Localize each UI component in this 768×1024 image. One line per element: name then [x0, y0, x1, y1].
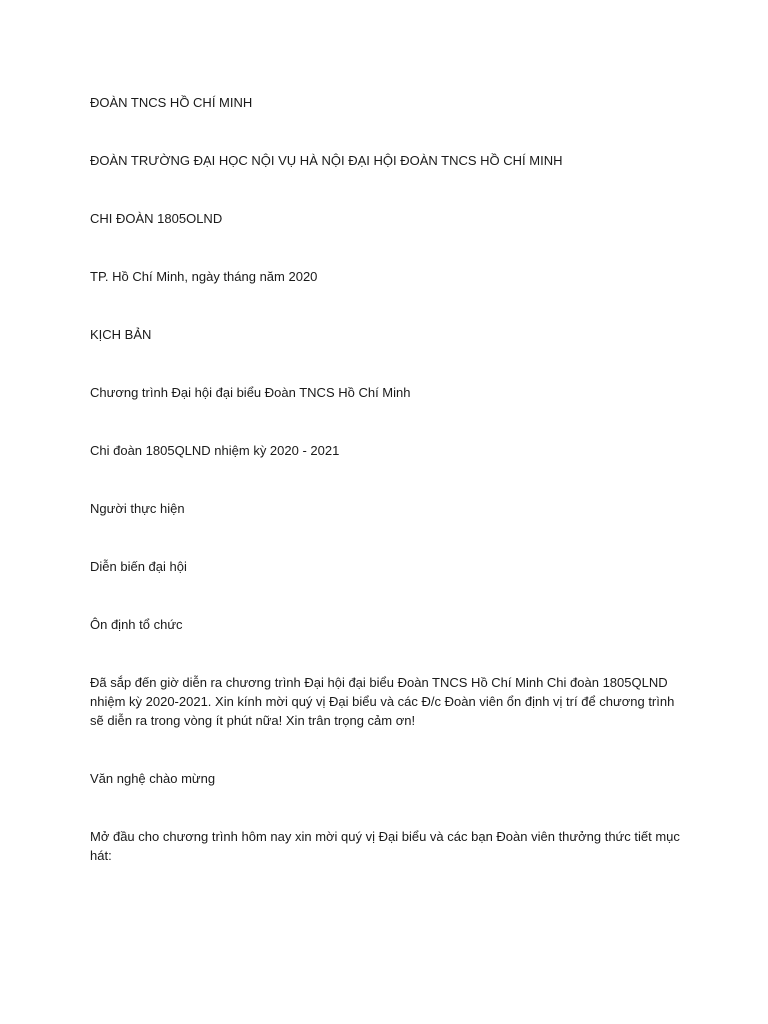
organization-heading: Ôn định tổ chức: [90, 617, 183, 632]
performer-heading: Người thực hiện: [90, 501, 185, 516]
school-congress-line: ĐOÀN TRƯỜNG ĐẠI HỌC NỘI VỤ HÀ NỘI ĐẠI HỘI ĐOÀN TNCS HỒ CHÍ MINH: [90, 153, 563, 168]
document-title: KỊCH BẢN: [90, 327, 152, 342]
branch-name: CHI ĐOÀN 1805OLND: [90, 211, 223, 226]
performance-heading: Văn nghệ chào mừng: [90, 771, 216, 786]
program-term: Chi đoàn 1805QLND nhiệm kỳ 2020 - 2021: [90, 443, 340, 458]
org-header: ĐOÀN TNCS HỒ CHÍ MINH: [90, 95, 253, 110]
program-title: Chương trình Đại hội đại biểu Đoàn TNCS Hồ Chí Minh: [90, 385, 411, 400]
place-date-line: TP. Hồ Chí Minh, ngày tháng năm 2020: [90, 269, 318, 284]
opening-announcement: Đã sắp đến giờ diễn ra chương trình Đại hội đại biểu Đoàn TNCS Hồ Chí Minh Chi đoàn 1805QLND nhiệm kỳ 2020-2021. Xin kính mời quý vị Đại biểu và các Đ/c Đoàn viên ổn định vị trí để chương trình sẽ diễn ra trong vòng ít phút nữa! Xin trân trọng cảm ơn!: [90, 675, 675, 728]
opening-performance: Mở đầu cho chương trình hôm nay xin mời quý vị Đại biểu và các bạn Đoàn viên thưởng thức tiết mục hát:: [90, 829, 680, 863]
proceedings-heading: Diễn biến đại hội: [90, 559, 187, 574]
